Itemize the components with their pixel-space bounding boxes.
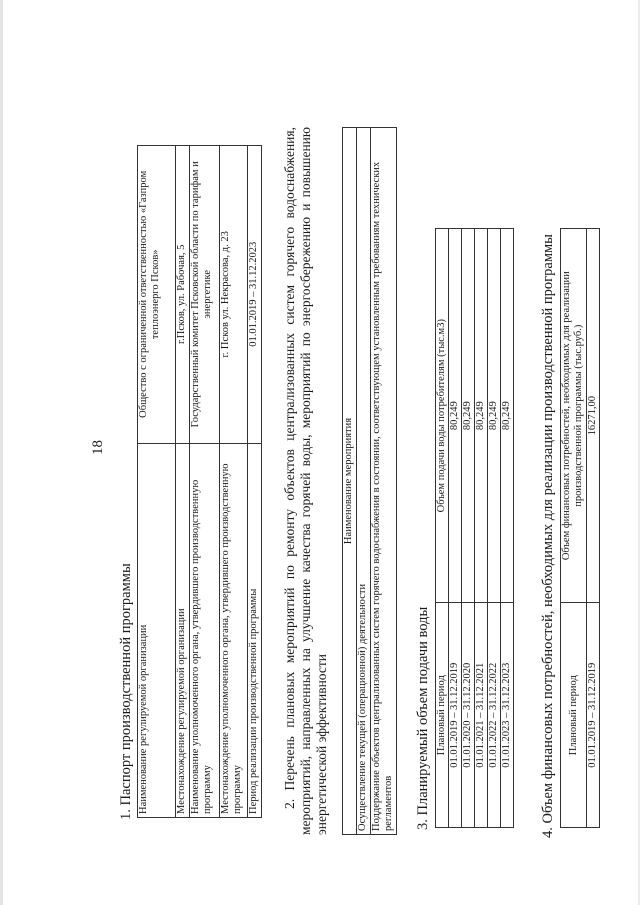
period-cell: 01.01.2023 – 31.12.2023 xyxy=(501,603,514,828)
column-header-period: Плановый период xyxy=(561,603,587,828)
table-row xyxy=(357,128,371,835)
table-row xyxy=(501,229,514,828)
table-row xyxy=(248,146,262,818)
passport-value: Общество с ограниченной ответственностью «Газпром теплоэнерго Псков» xyxy=(138,146,176,444)
volume-cell: 80,249 xyxy=(488,229,501,603)
table-row xyxy=(436,229,449,828)
volume-cell: 80,249 xyxy=(462,229,475,603)
passport-label: Местонахождение регулируемой организации xyxy=(176,443,190,817)
finance-cell: 16271,00 xyxy=(587,229,600,603)
section2-title-text: 2. Перечень плановых мероприятий по ремонту объектов централизованных систем горячего водоснабжения, мероприятий, направленных на улучшение качества горячей воды, мероприятий по энергосбережению и повышению энергетической эффективности xyxy=(282,127,329,835)
measures-header: Наименование мероприятия xyxy=(343,128,357,835)
passport-value: Государственный комитет Псковской области по тарифам и энергетике xyxy=(190,146,220,444)
table-row xyxy=(488,229,501,828)
period-cell: 01.01.2019 – 31.12.2019 xyxy=(587,603,600,828)
table-row xyxy=(475,229,488,828)
column-header-finance: Объем финансовых потребностей, необходимых для реализации производственной программы (тыс.руб.) xyxy=(561,229,587,603)
section2-title xyxy=(282,127,330,835)
period-cell: 01.01.2021 – 31.12.2021 xyxy=(475,603,488,828)
period-cell: 01.01.2022 – 31.12.2022 xyxy=(488,603,501,828)
table-row xyxy=(220,146,248,818)
passport-label: Период реализации производственной программы xyxy=(248,443,262,817)
table-row xyxy=(190,146,220,818)
rotated-document-page xyxy=(90,20,640,880)
volume-cell: 80,249 xyxy=(475,229,488,603)
section4-title: 4. Объем финансовых потребностей, необходимых для реализации производственной программы xyxy=(540,234,556,838)
page-number: 18 xyxy=(90,440,106,455)
column-header-volume: Объем подачи воды потребителям (тыс.м3) xyxy=(436,229,449,603)
period-cell: 01.01.2020 – 31.12.2020 xyxy=(462,603,475,828)
passport-value: 01.01.2019 – 31.12.2023 xyxy=(248,146,262,444)
section1-title: 1. Паспорт производственной программы xyxy=(118,563,134,820)
measures-cell: Поддержание объектов централизованных систем горячего водоснабжения в состоянии, соответствующем установленным требованиям технических регламентов xyxy=(371,128,397,835)
passport-label: Наименование регулируемой организации xyxy=(138,443,176,817)
table-row xyxy=(176,146,190,818)
table-row xyxy=(462,229,475,828)
water-volume-table xyxy=(435,228,514,828)
passport-value: г. Псков ул. Некрасова, д. 23 xyxy=(220,146,248,444)
period-cell: 01.01.2019 – 31.12.2019 xyxy=(449,603,462,828)
section3-title: 3. Планируемый объем подачи воды xyxy=(415,606,431,830)
measures-cell: Осуществление текущей (операционной) деятельности xyxy=(357,128,371,835)
passport-value: г.Псков, ул. Рабочая, 5 xyxy=(176,146,190,444)
volume-cell: 80,249 xyxy=(449,229,462,603)
volume-cell: 80,249 xyxy=(501,229,514,603)
table-row xyxy=(449,229,462,828)
passport-label: Местонахождение уполномоченного органа, утвердившего производственную программу xyxy=(220,443,248,817)
passport-label: Наименование уполномоченного органа, утвердившего производственную программу xyxy=(190,443,220,817)
table-row xyxy=(343,128,357,835)
table-row xyxy=(371,128,397,835)
passport-table xyxy=(137,145,262,818)
table-row xyxy=(138,146,176,818)
table-row xyxy=(561,229,587,828)
measures-table xyxy=(342,127,397,835)
financial-needs-table xyxy=(560,228,600,828)
table-row xyxy=(587,229,600,828)
scan-edge-left xyxy=(0,0,3,905)
column-header-period: Плановый период xyxy=(436,603,449,828)
